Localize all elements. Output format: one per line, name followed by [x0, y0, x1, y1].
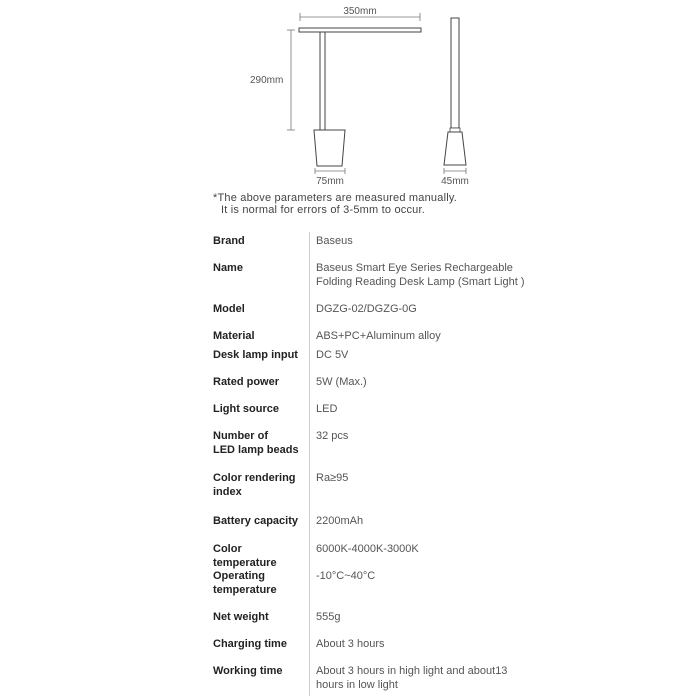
width-label: 350mm — [343, 6, 377, 17]
spec-label: Number of LED lamp beads — [213, 430, 299, 456]
spec-value: ABS+PC+Aluminum alloy — [316, 330, 441, 342]
spec-value: 555g — [316, 611, 341, 623]
spec-value: Baseus — [316, 235, 353, 247]
spec-value: Ra≥95 — [316, 472, 349, 484]
spec-label: Working time — [213, 665, 283, 677]
spec-label: Brand — [213, 235, 245, 247]
spec-value: LED — [316, 403, 338, 415]
note-line-1: *The above parameters are measured manually. — [213, 192, 457, 204]
spec-label: Operating temperature — [213, 570, 277, 596]
spec-label: Battery capacity — [213, 515, 298, 527]
spec-label: Color temperature — [213, 543, 277, 569]
spec-label: Desk lamp input — [213, 349, 298, 361]
height-label: 290mm — [250, 75, 284, 86]
spec-value: DGZG-02/DGZG-0G — [316, 303, 417, 315]
spec-value: About 3 hours — [316, 638, 385, 650]
spec-divider — [309, 232, 310, 696]
spec-label: Name — [213, 262, 243, 274]
spec-value: 32 pcs — [316, 430, 349, 442]
spec-label: Light source — [213, 403, 280, 415]
spec-label: Color rendering index — [213, 472, 296, 498]
side-width-label: 45mm — [441, 176, 469, 187]
spec-value: Baseus Smart Eye Series Rechargeable Folding Reading Desk Lamp (Smart Light ) — [316, 262, 525, 288]
spec-value: 6000K-4000K-3000K — [316, 543, 419, 555]
spec-label: Material — [213, 330, 255, 342]
spec-value: 5W (Max.) — [316, 376, 367, 388]
spec-label: Model — [213, 303, 245, 315]
spec-value: About 3 hours in high light and about13 hours in low light — [316, 665, 508, 691]
note-line-2: It is normal for errors of 3-5mm to occur. — [221, 204, 426, 216]
base-width-label: 75mm — [316, 176, 344, 187]
spec-label: Charging time — [213, 638, 287, 650]
spec-value: -10°C~40°C — [316, 570, 376, 582]
spec-label: Rated power — [213, 376, 280, 388]
spec-value: 2200mAh — [316, 515, 364, 527]
spec-value: DC 5V — [316, 349, 349, 361]
spec-label: Net weight — [213, 611, 269, 623]
